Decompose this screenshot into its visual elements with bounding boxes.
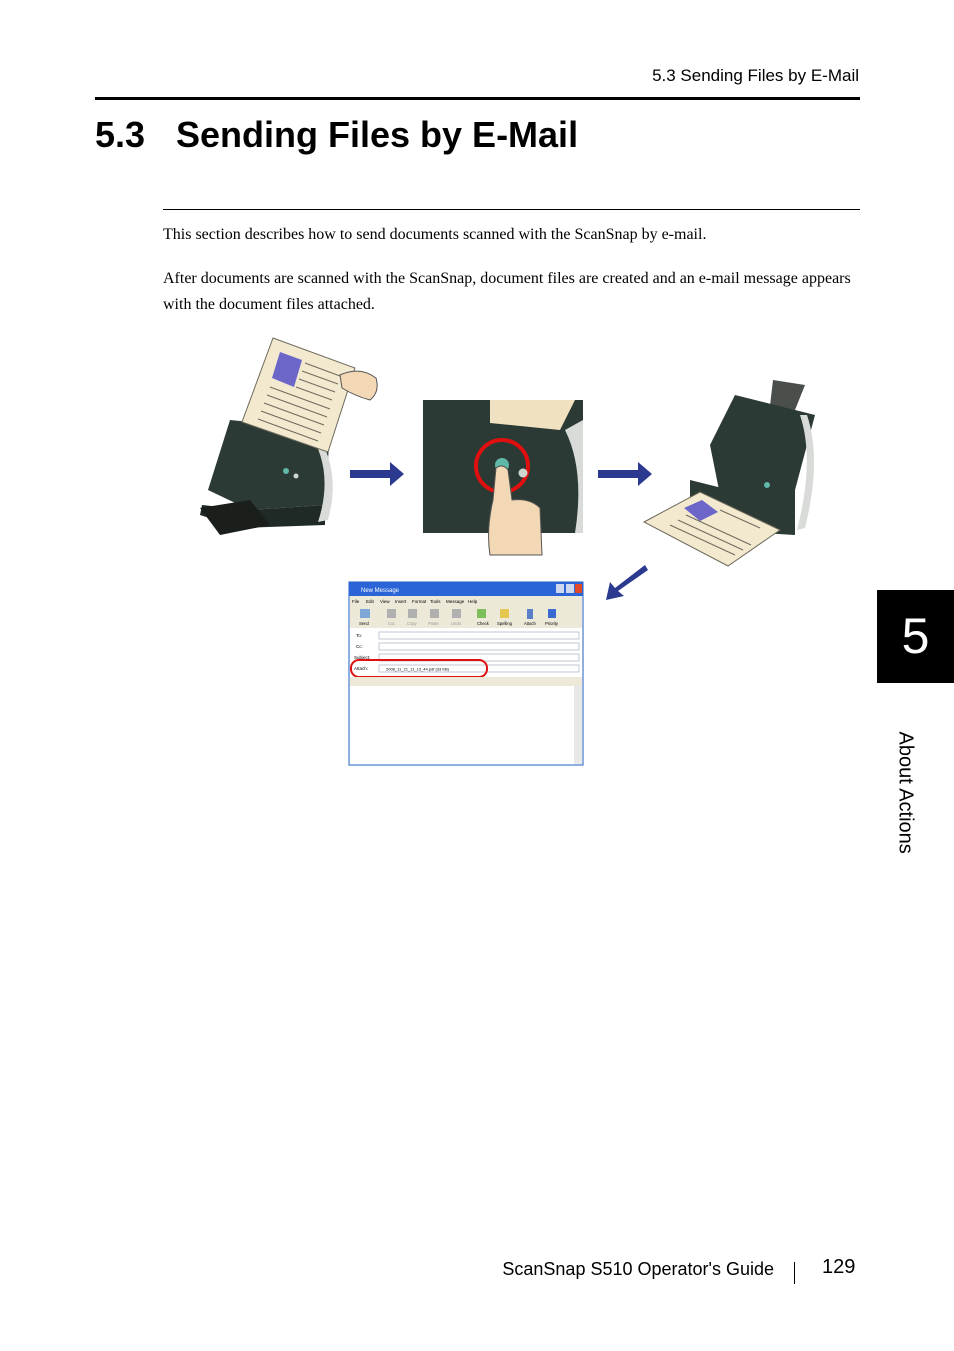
toolbar-cut[interactable]: Cut <box>388 621 395 626</box>
email-window <box>349 582 583 765</box>
section-number: 5.3 <box>95 114 146 155</box>
subject-label: Subject: <box>354 655 371 660</box>
menu-message[interactable]: Message <box>446 599 465 604</box>
scanner-output-illustration <box>644 380 815 566</box>
menu-file[interactable]: File <box>352 599 360 604</box>
footer-divider <box>794 1262 795 1284</box>
toolbar-send[interactable]: Send <box>359 621 369 626</box>
toolbar-undo[interactable]: Undo <box>451 621 462 626</box>
scanner-feeding-illustration <box>200 338 377 535</box>
toolbar-attach[interactable]: Attach <box>524 621 536 626</box>
chapter-side-label: About Actions <box>894 731 917 854</box>
menu-tools[interactable]: Tools <box>430 599 441 604</box>
email-window-title: New Message <box>361 588 400 594</box>
menu-view[interactable]: View <box>380 599 390 604</box>
page-number: 129 <box>822 1256 856 1278</box>
arrow-right-icon <box>350 462 404 486</box>
menu-format[interactable]: Format <box>412 599 427 604</box>
section-rule <box>163 209 860 210</box>
toolbar-spelling[interactable]: Spelling <box>497 621 512 626</box>
menu-help[interactable]: Help <box>468 599 478 604</box>
scan-to-email-illustration <box>190 330 830 770</box>
toolbar-paste[interactable]: Paste <box>428 621 439 626</box>
cc-label: Cc: <box>356 644 363 649</box>
toolbar-priority[interactable]: Priority <box>545 621 559 626</box>
scrollbar[interactable] <box>574 686 582 764</box>
footer-guide-name: ScanSnap S510 Operator's Guide <box>502 1259 774 1279</box>
menu-edit[interactable]: Edit <box>366 599 374 604</box>
header-rule <box>95 97 860 100</box>
menu-insert[interactable]: Insert <box>395 599 407 604</box>
attach-label: Attach: <box>354 666 369 671</box>
running-header: 5.3 Sending Files by E-Mail <box>652 66 859 85</box>
description-paragraph: After documents are scanned with the ScanSnap, document files are created and an e-mail message appears with the document files attached. <box>163 270 851 313</box>
toolbar-check[interactable]: Check <box>477 621 489 626</box>
chapter-tab: 5 <box>877 590 954 683</box>
toolbar-copy[interactable]: Copy <box>407 621 417 626</box>
intro-paragraph: This section describes how to send documents scanned with the ScanSnap by e-mail. <box>163 226 707 243</box>
arrow-right-icon <box>598 462 652 486</box>
section-title <box>95 114 578 156</box>
attachment-file[interactable]: 2008_11_21_11_13_44.pdf (33 KB) <box>386 666 450 672</box>
to-label: To: <box>356 633 363 638</box>
section-title-text: Sending Files by E-Mail <box>176 114 579 155</box>
cc-field[interactable] <box>379 643 579 650</box>
scan-button-press-illustration <box>423 400 583 555</box>
arrow-down-left-icon <box>606 565 648 600</box>
to-field[interactable] <box>379 632 579 639</box>
